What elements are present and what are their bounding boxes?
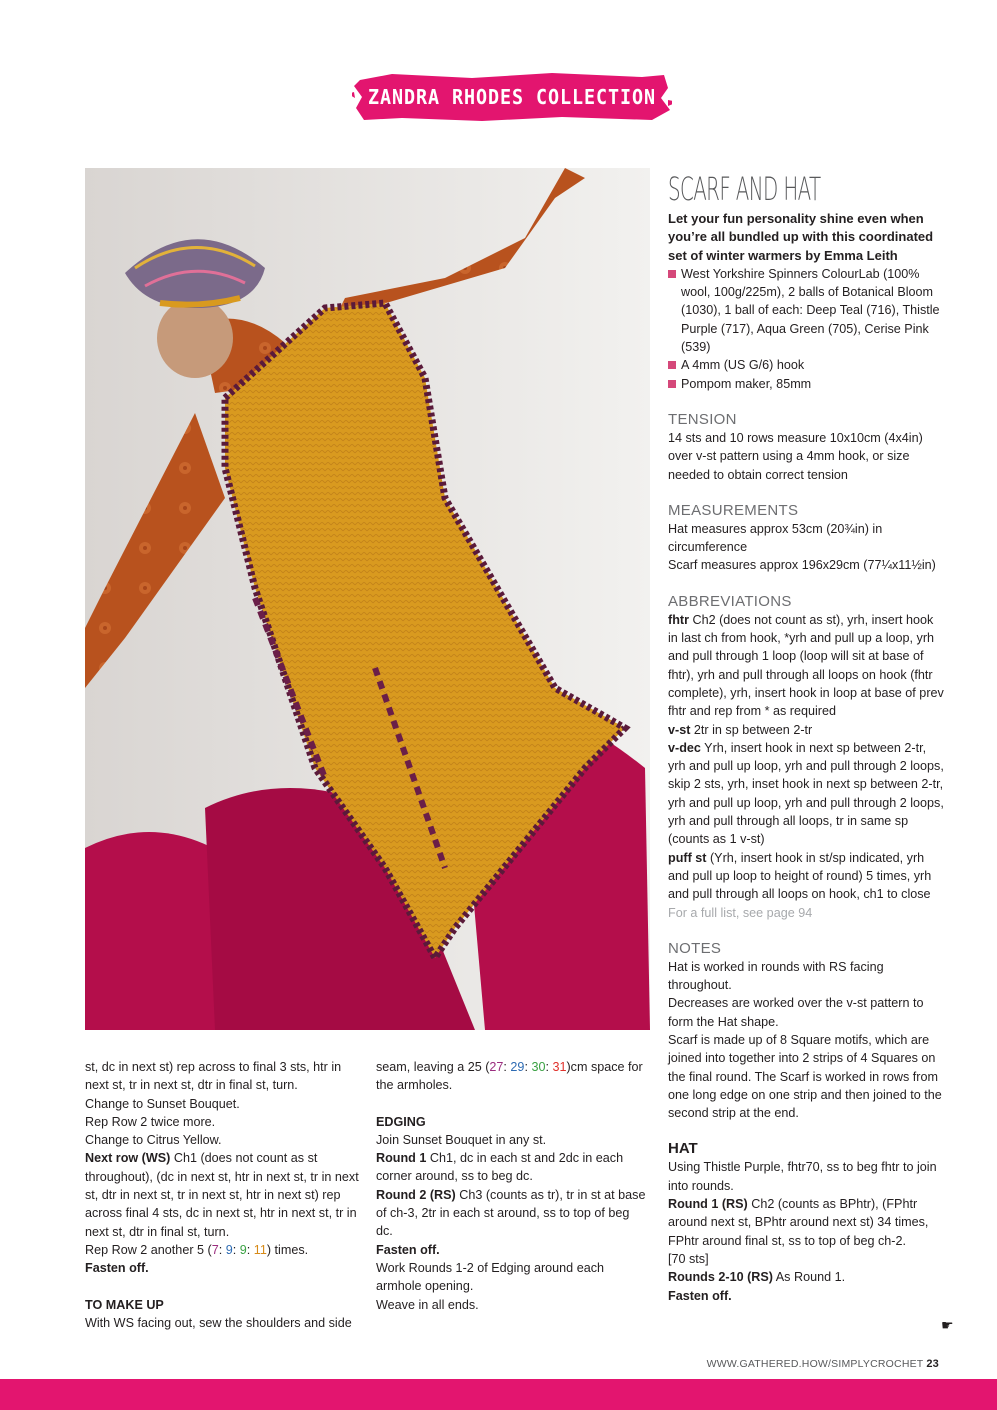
hat-intro: Using Thistle Purple, fhtr70, ss to beg fhtr to join into rounds. [668,1160,937,1193]
make-up-heading: TO MAKE UP [85,1297,164,1312]
page-footer [707,1358,939,1370]
website-url: WWW.GATHERED.HOW/SIMPLYCROCHET [706,1358,924,1370]
pointing-hand-icon: ☛ [941,1317,954,1333]
page-number: 23 [926,1358,939,1370]
square-bullet-icon [668,361,676,369]
collection-banner [352,70,672,124]
abbreviation-item: v-st 2tr in sp between 2-tr [668,722,813,737]
banner-title: ZANDRA RHODES COLLECTION [368,85,656,109]
hat-measurement: Hat measures approx 53cm (20¾in) in circumference [668,521,883,555]
repeat-instruction: Rep Row 2 another 5 (7: 9: 9: 11) times. [85,1242,309,1257]
abbreviation-item: v-dec Yrh, insert hook in next sp between 2-tr, yrh and pull up loop, yrh and pull through 2 loops, skip 2 sts, yrh, inset hook in next sp between 2-tr, yrh and pull up loop, yrh and pull through 2 loops, yrh and pull through all loops, tr in same sp (counts as 1 v-st) [668,740,944,847]
article-title: SCARF AND HAT [668,170,821,208]
tension-text: 14 sts and 10 rows measure 10x10cm (4x4in) over v-st pattern using a 4mm hook, or size needed to obtain correct tension [668,430,923,482]
materials-list [668,265,946,393]
abbreviation-item: puff st (Yrh, insert hook in st/sp indicated, yrh and pull up loop to height of round) 5 times, yrh and pull through all loops on hook, ch1 to close [668,850,932,902]
full-list-reference: For a full list, see page 94 [668,905,813,920]
edging-intro: Join Sunset Bouquet in any st. [376,1132,547,1147]
next-row-instruction: Next row (WS) Ch1 (does not count as st throughout), (dc in next st, htr in next st, tr in next st, dtr in next st, tr in next st, htr in next st) rep across final 4 sts, dc in next st, htr in next st, tr in next st, dtr in final st, turn. [85,1151,359,1239]
square-bullet-icon [668,380,676,388]
edging-heading: EDGING [376,1114,426,1129]
edging-round-2: Round 2 (RS) Ch3 (counts as tr), tr in st at base of ch-3, 2tr in each st around, ss to top of beg dc. [376,1187,646,1239]
hat-round-1: Round 1 (RS) Ch2 (counts as BPhtr), (FPhtr around next st, BPhtr around next st) 34 times, FPhtr around final st, ss to top of beg ch-2. [668,1197,929,1248]
hat-rounds-2-10: Rounds 2-10 (RS) As Round 1. [668,1270,846,1285]
right-column [668,170,946,1305]
hat-heading: HAT [668,1140,698,1158]
hat-stitch-count: [70 sts] [668,1251,709,1266]
material-item: West Yorkshire Spinners ColourLab (100% wool, 100g/225m), 2 balls of Botanical Bloom (1030), 1 ball of each: Deep Teal (716), Thistle Purple (717), Aqua Green (705), Cerise Pink (539) [668,265,946,356]
pattern-line: st, dc in next st) rep across to final 3 sts, htr in next st, tr in next st, dtr in final st, turn. [85,1060,342,1093]
make-up-text: With WS facing out, sew the shoulders and side [85,1315,352,1330]
weave-in-ends: Weave in all ends. [376,1297,479,1312]
pattern-line: Change to Sunset Bouquet. [85,1096,240,1111]
left-column [85,1058,365,1332]
article-intro: Let your fun personality shine even when you’re all bundled up with this coordinated set of winter warmers by Emma Leith [668,211,934,263]
edging-round-1: Round 1 Ch1, dc in each st and 2dc in each corner around, ss to beg dc. [376,1151,624,1184]
fasten-off: Fasten off. [85,1261,149,1276]
note-item: Decreases are worked over the v-st pattern to form the Hat shape. [668,996,924,1029]
edging-fasten-off: Fasten off. [376,1242,440,1257]
material-item: A 4mm (US G/6) hook [668,356,946,374]
seam-instruction: seam, leaving a 25 (27: 29: 30: 31)cm space for the armholes. [376,1060,643,1093]
note-item: Hat is worked in rounds with RS facing throughout. [668,959,884,993]
model-photo [85,168,650,1030]
material-item: Pompom maker, 85mm [668,375,946,393]
edging-work-instruction: Work Rounds 1-2 of Edging around each armhole opening. [376,1260,604,1294]
scarf-measurement: Scarf measures approx 196x29cm (77¼x11½in) [668,558,936,573]
square-bullet-icon [668,270,676,278]
tension-heading: TENSION [668,410,737,428]
abbreviation-item: fhtr Ch2 (does not count as st), yrh, insert hook in last ch from hook, *yrh and pull up a loop, yrh and pull through 1 loop (loop will sit at base of fhtr), yrh and pull through all loops on hook (fhtr complete), yrh, insert hook in loop at base of prev fhtr and rep from * as required [668,612,944,719]
hat-fasten-off: Fasten off. [668,1288,732,1303]
notes-heading: NOTES [668,939,722,957]
bottom-accent-bar [0,1379,997,1410]
abbreviations-heading: ABBREVIATIONS [668,592,792,610]
pattern-line: Change to Citrus Yellow. [85,1133,222,1148]
middle-column [376,1058,648,1314]
measurements-heading: MEASUREMENTS [668,501,799,519]
photo-illustration [85,168,650,1030]
note-item: Scarf is made up of 8 Square motifs, which are joined into together into 2 strips of 4 Squares on the final round. The Scarf is worked in rows from one long edge on one strip and then joined to the second strip at the end. [668,1032,942,1121]
pattern-line: Rep Row 2 twice more. [85,1114,216,1129]
